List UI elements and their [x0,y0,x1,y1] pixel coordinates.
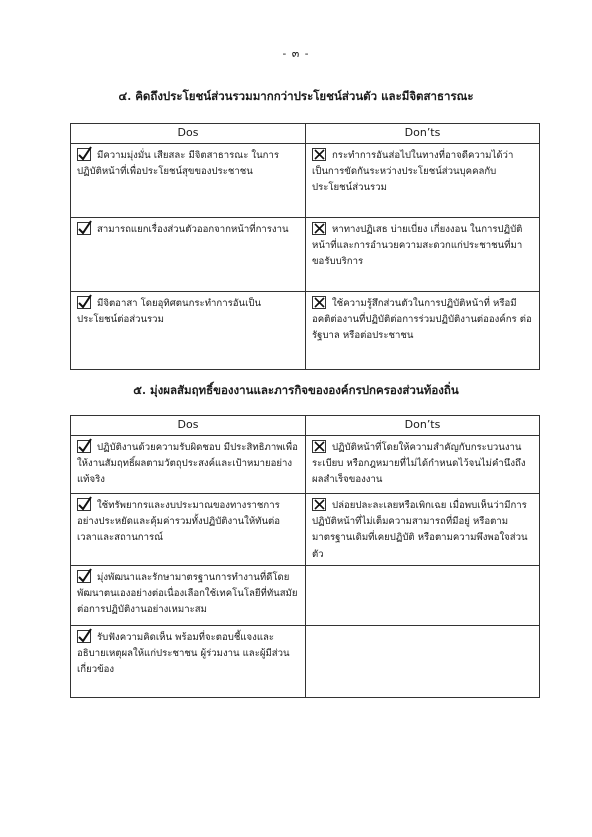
check-mark-icon [77,630,91,643]
check-mark-icon [77,570,91,583]
donts-cell [306,625,540,697]
donts-header: Don’ts [306,124,540,144]
dos-text: สามารถแยกเรื่องส่วนตัวออกจากหน้าที่การงาน [97,223,289,235]
x-mark-icon [312,440,326,453]
dos-cell [71,435,306,493]
table-row [71,565,540,625]
donts-cell [306,435,540,493]
donts-text: ปล่อยปละละเลยหรือเพิกเฉย เมื่อพบเห็นว่ามีการปฏิบัติหน้าที่ไม่เต็มความสามารถที่มีอยู่ หรือตามมาตรฐานเดิมที่เคยปฏิบัติ หรือตามความพึงพอใจส่วนตัว [312,499,528,560]
check-mark-icon [77,148,91,161]
section-5-title: ๕. มุ่งผลสัมฤทธิ์ของงานและภารกิจขององค์กรปกครองส่วนท้องถิ่น [133,383,459,397]
x-mark-icon [312,498,326,511]
donts-header: Don’ts [306,416,540,436]
dos-text: รับฟังความคิดเห็น พร้อมที่จะตอบชี้แจงและอธิบายเหตุผลให้แก่ประชาชน ผู้ร่วมงาน และผู้มีส่วนเกี่ยวข้อง [77,631,290,676]
dos-cell [71,143,306,217]
dos-cell [71,565,306,625]
donts-cell [306,143,540,217]
section-4-title: ๔. คิดถึงประโยชน์ส่วนรวมมากกว่าประโยชน์ส่วนตัว และมีจิตสาธารณะ [118,89,474,103]
check-mark-icon [77,222,91,235]
table-row [71,291,540,369]
table-row [71,143,540,217]
dos-header: Dos [71,124,306,144]
x-mark-icon [312,148,326,161]
page-number: - ๓ - [282,47,310,60]
x-mark-icon [312,296,326,309]
donts-cell [306,493,540,565]
dos-text: มีจิตอาสา โดยอุทิศตนกระทำการอันเป็นประโยชน์ต่อส่วนรวม [77,297,262,325]
table-row [71,625,540,697]
donts-cell [306,217,540,291]
dos-cell [71,217,306,291]
dos-cell [71,493,306,565]
table-row [71,217,540,291]
section-5-table [70,415,540,698]
dos-header: Dos [71,416,306,436]
donts-cell [306,565,540,625]
dos-text: มุ่งพัฒนาและรักษามาตรฐานการทำงานที่ดีโดยพัฒนาตนเองอย่างต่อเนื่องเลือกใช้เทคโนโลยีที่ทันสมัยต่อการปฏิบัติงานอย่างเหมาะสม [77,571,298,616]
x-mark-icon [312,222,326,235]
check-mark-icon [77,296,91,309]
dos-cell [71,291,306,369]
donts-text: ปฏิบัติหน้าที่โดยให้ความสำคัญกับกระบวนงาน ระเบียบ หรือกฎหมายที่ไม่ได้กำหนดไว้จนไม่คำนึงถึงผลสำเร็จของงาน [312,441,526,486]
dos-cell [71,625,306,697]
donts-text: ใช้ความรู้สึกส่วนตัวในการปฏิบัติหน้าที่ หรือมีอคติต่องานที่ปฏิบัติต่อการร่วมปฏิบัติงานต่อองค์กร ต่อรัฐบาล หรือต่อประชาชน [312,297,532,342]
table-row [71,493,540,565]
check-mark-icon [77,440,91,453]
donts-text: หาทางปฏิเสธ บ่ายเบี่ยง เกี่ยงงอน ในการปฏิบัติหน้าที่และการอำนวยความสะดวกแก่ประชาชนที่มาขอรับบริการ [312,223,523,268]
dos-text: ใช้ทรัพยากรและงบประมาณของทางราชการอย่างประหยัดและคุ้มค่ารวมทั้งปฏิบัติงานให้ทันต่อเวลาและสถานการณ์ [77,499,281,544]
section-4-table [70,123,540,370]
donts-text: กระทำการอันส่อไปในทางที่อาจดีความได้ว่าเป็นการขัดกันระหว่างประโยชน์ส่วนบุคคลกับประโยชน์ส่วนรวม [312,149,514,194]
table-row [71,435,540,493]
dos-text: มีความมุ่งมั่น เสียสละ มีจิตสาธารณะ ในการปฏิบัติหน้าที่เพื่อประโยชน์สุขของประชาชน [77,149,279,177]
donts-cell [306,291,540,369]
dos-text: ปฏิบัติงานด้วยความรับผิดชอบ มีประสิทธิภาพเพื่อให้งานสัมฤทธิ์ผลตามวัตถุประสงค์และเป้าหมายอย่างแท้จริง [77,441,298,486]
check-mark-icon [77,498,91,511]
